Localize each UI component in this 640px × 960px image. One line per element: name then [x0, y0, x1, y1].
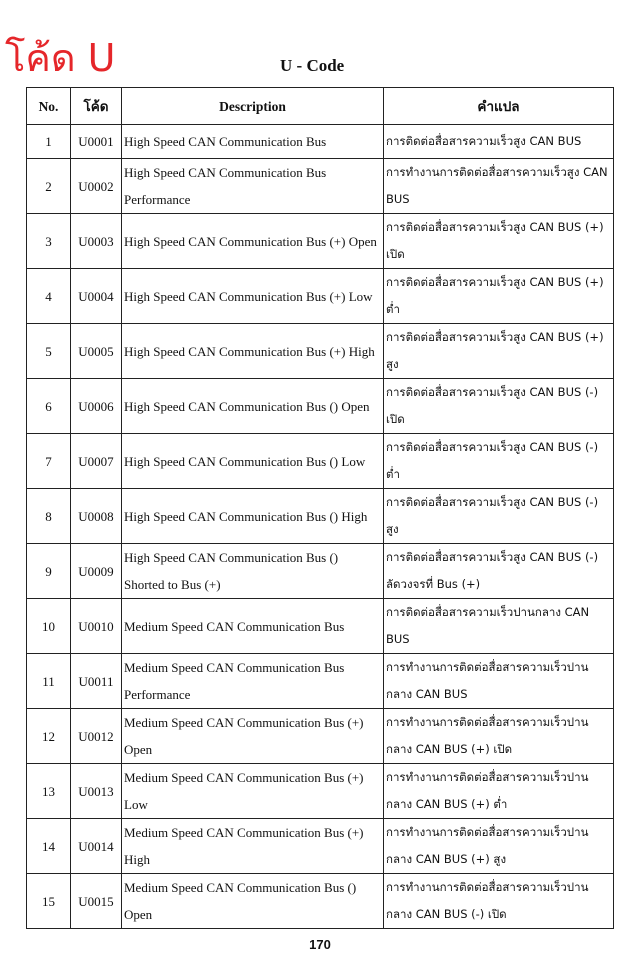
table-row: [27, 159, 614, 214]
row-translation: การติดต่อสื่อสารความเร็วสูง CAN BUS: [384, 125, 614, 159]
row-translation: การทำงานการติดต่อสื่อสารความเร็วสูง CAN BUS: [384, 159, 614, 214]
row-code: U0011: [71, 654, 122, 709]
table-header-row: [27, 88, 614, 125]
row-number: 13: [27, 764, 71, 819]
row-description: High Speed CAN Communication Bus (+) Low: [122, 269, 384, 324]
row-number: 1: [27, 125, 71, 159]
row-number: 3: [27, 214, 71, 269]
table-row: [27, 764, 614, 819]
table-row: [27, 324, 614, 379]
row-code: U0005: [71, 324, 122, 379]
table-row: [27, 599, 614, 654]
table-row: [27, 214, 614, 269]
row-code: U0008: [71, 489, 122, 544]
row-description: Medium Speed CAN Communication Bus Performance: [122, 654, 384, 709]
table-row: [27, 125, 614, 159]
row-translation: การทำงานการติดต่อสื่อสารความเร็วปานกลาง CAN BUS (-) เปิด: [384, 874, 614, 929]
row-description: Medium Speed CAN Communication Bus: [122, 599, 384, 654]
row-translation: การติดต่อสื่อสารความเร็วสูง CAN BUS (-) ลัดวงจรที่ Bus (+): [384, 544, 614, 599]
row-number: 10: [27, 599, 71, 654]
header-no: No.: [27, 88, 71, 125]
row-translation: การติดต่อสื่อสารความเร็วสูง CAN BUS (+) เปิด: [384, 214, 614, 269]
table-row: [27, 489, 614, 544]
row-description: High Speed CAN Communication Bus Performance: [122, 159, 384, 214]
row-translation: การติดต่อสื่อสารความเร็วสูง CAN BUS (-) เปิด: [384, 379, 614, 434]
row-translation: การติดต่อสื่อสารความเร็วสูง CAN BUS (+) ต่ำ: [384, 269, 614, 324]
row-code: U0012: [71, 709, 122, 764]
row-description: High Speed CAN Communication Bus: [122, 125, 384, 159]
table-row: [27, 819, 614, 874]
row-number: 7: [27, 434, 71, 489]
row-description: High Speed CAN Communication Bus () Shorted to Bus (+): [122, 544, 384, 599]
row-translation: การติดต่อสื่อสารความเร็วสูง CAN BUS (-) สูง: [384, 489, 614, 544]
header-code: โค้ด: [71, 88, 122, 125]
row-code: U0002: [71, 159, 122, 214]
row-description: High Speed CAN Communication Bus () Low: [122, 434, 384, 489]
table-row: [27, 654, 614, 709]
row-code: U0007: [71, 434, 122, 489]
row-description: Medium Speed CAN Communication Bus () Open: [122, 874, 384, 929]
row-number: 15: [27, 874, 71, 929]
row-code: U0001: [71, 125, 122, 159]
row-number: 4: [27, 269, 71, 324]
page-number: 170: [309, 937, 331, 952]
row-code: U0010: [71, 599, 122, 654]
table-row: [27, 874, 614, 929]
row-translation: การทำงานการติดต่อสื่อสารความเร็วปานกลาง CAN BUS (+) เปิด: [384, 709, 614, 764]
row-translation: การติดต่อสื่อสารความเร็วสูง CAN BUS (-) ต่ำ: [384, 434, 614, 489]
row-code: U0014: [71, 819, 122, 874]
row-code: U0003: [71, 214, 122, 269]
row-code: U0009: [71, 544, 122, 599]
row-number: 5: [27, 324, 71, 379]
u-code-table: [26, 87, 614, 929]
row-description: High Speed CAN Communication Bus (+) Open: [122, 214, 384, 269]
row-number: 2: [27, 159, 71, 214]
table-row: [27, 709, 614, 764]
row-number: 12: [27, 709, 71, 764]
page-heading: โค้ด U: [5, 36, 116, 80]
row-translation: การทำงานการติดต่อสื่อสารความเร็วปานกลาง CAN BUS (+) สูง: [384, 819, 614, 874]
table-row: [27, 269, 614, 324]
row-number: 9: [27, 544, 71, 599]
table-row: [27, 544, 614, 599]
table-row: [27, 434, 614, 489]
row-translation: การทำงานการติดต่อสื่อสารความเร็วปานกลาง CAN BUS: [384, 654, 614, 709]
row-description: High Speed CAN Communication Bus () High: [122, 489, 384, 544]
header-translation: คำแปล: [384, 88, 614, 125]
row-number: 14: [27, 819, 71, 874]
row-code: U0013: [71, 764, 122, 819]
row-translation: การติดต่อสื่อสารความเร็วสูง CAN BUS (+) สูง: [384, 324, 614, 379]
row-description: Medium Speed CAN Communication Bus (+) Low: [122, 764, 384, 819]
page-title: U - Code: [280, 56, 345, 75]
row-description: Medium Speed CAN Communication Bus (+) Open: [122, 709, 384, 764]
table-row: [27, 379, 614, 434]
header-description: Description: [122, 88, 384, 125]
row-description: High Speed CAN Communication Bus () Open: [122, 379, 384, 434]
row-code: U0004: [71, 269, 122, 324]
row-description: High Speed CAN Communication Bus (+) High: [122, 324, 384, 379]
row-number: 11: [27, 654, 71, 709]
row-translation: การทำงานการติดต่อสื่อสารความเร็วปานกลาง CAN BUS (+) ต่ำ: [384, 764, 614, 819]
row-code: U0006: [71, 379, 122, 434]
row-code: U0015: [71, 874, 122, 929]
row-number: 6: [27, 379, 71, 434]
row-number: 8: [27, 489, 71, 544]
row-description: Medium Speed CAN Communication Bus (+) High: [122, 819, 384, 874]
row-translation: การติดต่อสื่อสารความเร็วปานกลาง CAN BUS: [384, 599, 614, 654]
